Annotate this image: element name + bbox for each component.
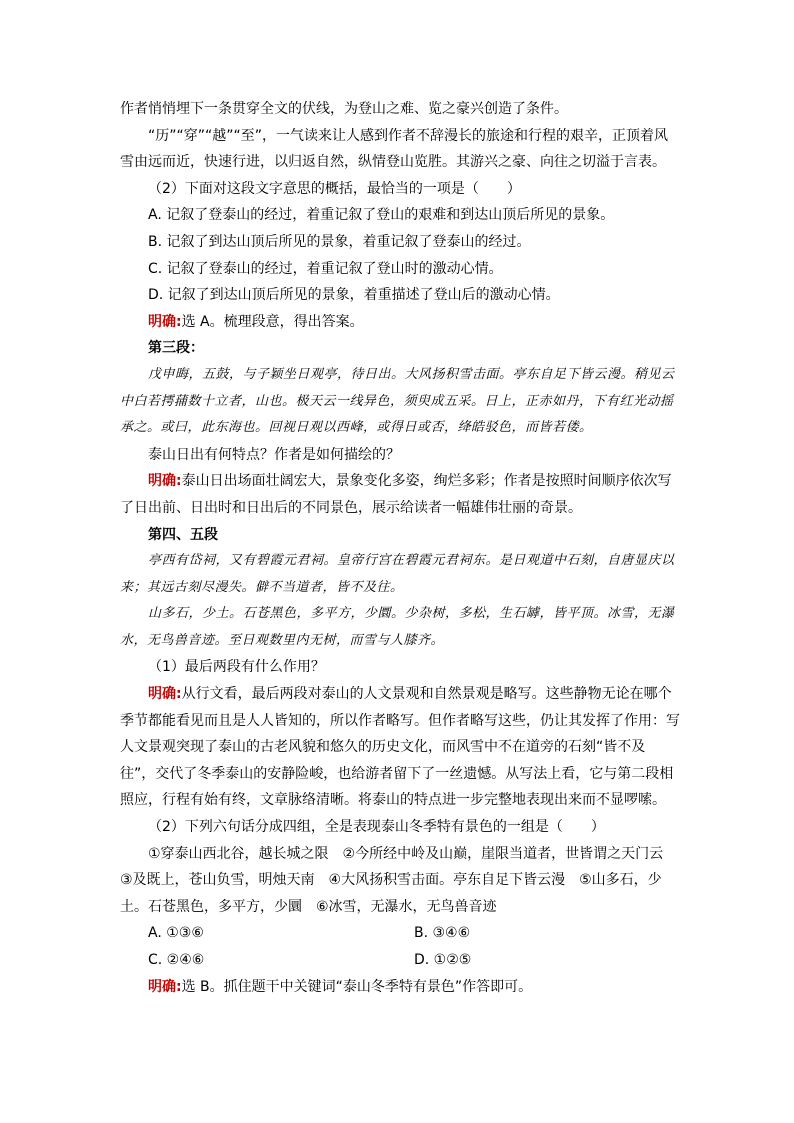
option-d: D. 记叙了到达山顶后所见的景象，着重描述了登山后的激动心情。 xyxy=(148,287,560,304)
options-row-1 xyxy=(120,920,680,947)
answer-label: 明确: xyxy=(148,686,182,703)
text-line: 作者悄悄埋下一条贯穿全文的伏线，为登山之难、览之豪兴创造了条件。 xyxy=(120,101,568,117)
answer-line xyxy=(120,468,680,521)
section-45-question-1: （1）最后两段有什么作用？ xyxy=(148,659,325,676)
section-5-classical-text: 山多石，少土。石苍黑色，多平方，少圜。少杂树，多松，生石罅，皆平顶。冰雪，无瀑水，无鸟兽音迹。至日观数里内无树，而雪与人膝齐。 xyxy=(120,606,675,648)
question-2: （2）下面对这段文字意思的概括，最恰当的一项是（ ） xyxy=(148,180,521,197)
option-c: C. ②④⑥ xyxy=(148,952,205,968)
document-page xyxy=(120,96,680,1000)
answer-label: 明确: xyxy=(148,473,182,490)
answer-text: 选 B。抓住题干中关键词“泰山冬季特有景色”作答即可。 xyxy=(181,978,533,995)
section-45-question-2: （2）下列六句话分成四组，全是表现泰山冬季特有景色的一组是（ ） xyxy=(148,819,605,836)
answer-text: 泰山日出场面壮阔宏大，景象变化多姿，绚烂多彩；作者是按照时间顺序依次写了日出前、日出时和日出后的不同景色，展示给读者一幅雄伟壮丽的奇景。 xyxy=(120,473,672,516)
answer-label: 明确: xyxy=(148,978,182,995)
section-3-question: 泰山日出有何特点？作者是如何描绘的？ xyxy=(148,446,400,463)
option-a: A. 记叙了登泰山的经过，着重记叙了登山的艰难和到达山顶后所见的景象。 xyxy=(148,207,615,224)
section-45-title: 第四、五段 xyxy=(148,526,218,543)
option-d: D. ①②⑤ xyxy=(414,952,472,968)
paragraph-analysis: “历”“穿”“越”“至”，一气读来让人感到作者不辞漫长的旅途和行程的艰辛，正顶着风雪由远而近，快速行进，以归返自然，纵情登山览胜。其游兴之豪、向往之切溢于言表。 xyxy=(120,127,669,171)
answer-text: 从行文看，最后两段对泰山的人文景观和自然景观是略写。这些静物无论在哪个季节都能看见而且是人人皆知的，所以作者略写。但作者略写这些，仍让其发挥了作用：写人文景观突现了泰山的古老风貌和悠久的历史文化，而风雪中不在道旁的石刻“皆不及往”，交代了冬季泰山的安静险峻，也给游者留下了一丝遗憾。从写法上看，它与第二段相照应，行程有始有终，文章脉络清晰。将泰山的特点进一步完整地表现出来而不显啰嗦。 xyxy=(120,686,680,809)
option-a: A. ①③⑥ xyxy=(148,925,204,942)
section-3-classical-text: 戊申晦，五鼓，与子颖坐日观亭，待日出。大风扬积雪击面。亭东自足下皆云漫。稍见云中白若摴蒱数十立者，山也。极天云一线异色，须臾成五采。日上，正赤如丹，下有红光动摇承之。或曰，此东海也。回视日观以西峰，或得日或否，绛皓驳色，而皆若偻。 xyxy=(120,366,675,436)
answer-line xyxy=(120,309,680,336)
question-2-sentences: ①穿泰山西北谷，越长城之限 ②今所经中岭及山巅，崖限当道者，世皆谓之天门云 ③及既上，苍山负雪，明烛天南 ④大风扬积雪击面。亭东自足下皆云漫 ⑤山多石，少土。石苍黑色，多平方，少圜 ⑥冰雪，无瀑水，无鸟兽音迹 xyxy=(120,845,678,915)
option-b: B. 记叙了到达山顶后所见的景象，着重记叙了登泰山的经过。 xyxy=(148,233,531,250)
section-4-classical-text: 亭西有岱祠，又有碧霞元君祠。皇帝行宫在碧霞元君祠东。是日观道中石刻，自唐显庆以来；其远古刻尽漫失。僻不当道者，皆不及往。 xyxy=(120,553,675,595)
section-3-title: 第三段： xyxy=(148,340,204,357)
option-c: C. 记叙了登泰山的经过，着重记叙了登山时的激动心情。 xyxy=(148,260,503,277)
options-row-2 xyxy=(120,947,680,974)
answer-text: 选 A。梳理段意，得出答案。 xyxy=(181,313,364,330)
answer-label: 明确: xyxy=(148,313,182,330)
option-b: B. ③④⑥ xyxy=(414,925,471,942)
answer-line xyxy=(120,681,680,814)
answer-line xyxy=(120,974,680,1001)
